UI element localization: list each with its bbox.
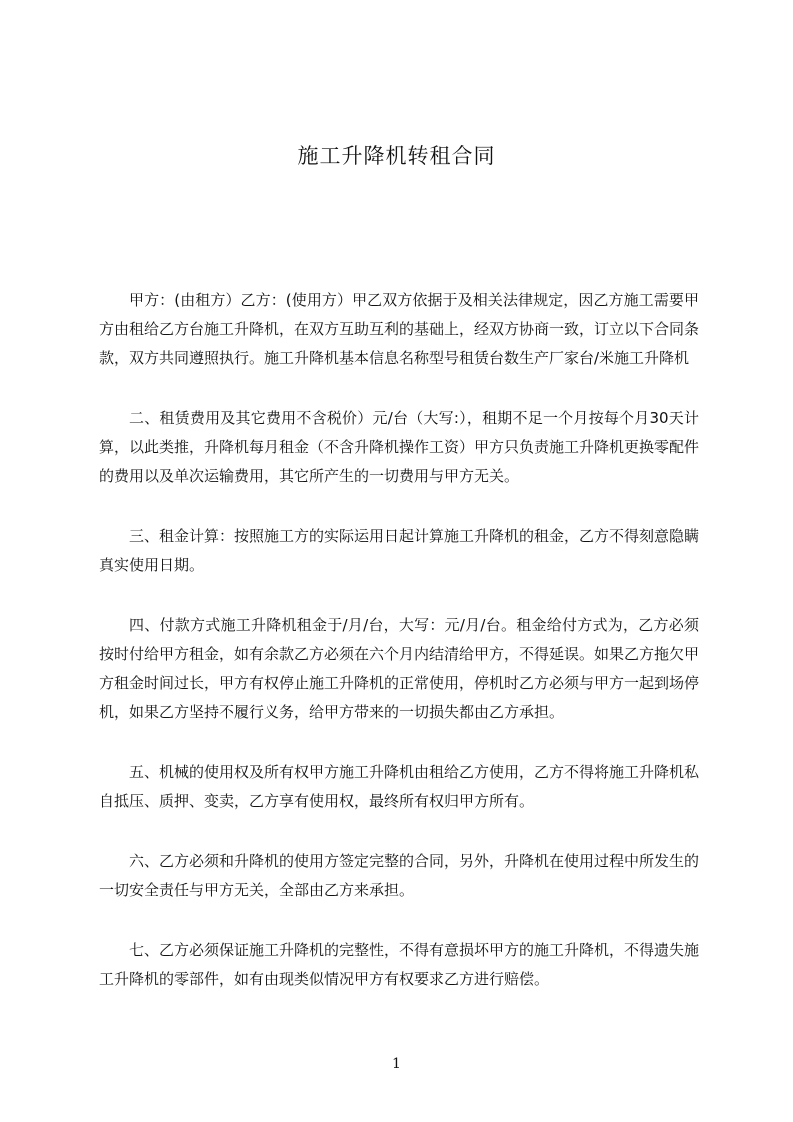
paragraph-intro: 甲方：(由租方）乙方：(使用方）甲乙双方依据于及相关法律规定，因乙方施工需要甲方由租给乙方台施工升降机，在双方互助互利的基础上，经双方协商一致，订立以下合同条款，双方共同遵照执行。施工升降机基本信息名称型号租赁台数生产厂家台/米施工升降机 xyxy=(99,291,700,367)
page-number: 1 xyxy=(392,1056,401,1072)
paragraph-rental-fees: 二、租赁费用及其它费用不含税价）元/台（大写:），租期不足一个月按每个月30天计算，以此类推，升降机每月租金（不含升降机操作工资）甲方只负责施工升降机更换零配件的费用以及单次运输费用，其它所产生的一切费用与甲方无关。 xyxy=(99,409,700,485)
paragraph-equipment-integrity: 七、乙方必须保证施工升降机的完整性，不得有意损坏甲方的施工升降机，不得遗失施工升降机的零部件，如有由现类似情况甲方有权要求乙方进行赔偿。 xyxy=(99,941,700,988)
page-title: 施工升降机转租合同 xyxy=(297,144,496,168)
paragraph-ownership: 五、机械的使用权及所有权甲方施工升降机由租给乙方使用，乙方不得将施工升降机私自抵压、质押、变卖，乙方享有使用权，最终所有权归甲方所有。 xyxy=(99,763,700,810)
paragraph-safety-responsibility: 六、乙方必须和升降机的使用方签定完整的合同，另外，升降机在使用过程中所发生的一切安全责任与甲方无关，全部由乙方来承担。 xyxy=(99,852,700,899)
paragraph-rent-calculation: 三、租金计算：按照施工方的实际运用日起计算施工升降机的租金，乙方不得刻意隐瞒真实使用日期。 xyxy=(99,527,700,574)
contract-body xyxy=(99,286,699,1025)
paragraph-payment-method: 四、付款方式施工升降机租金于/月/台，大写：元/月/台。租金给付方式为，乙方必须按时付给甲方租金，如有余款乙方必须在六个月内结清给甲方，不得延误。如果乙方拖欠甲方租金时间过长，甲方有权停止施工升降机的正常使用，停机时乙方必须与甲方一起到场停机，如果乙方坚持不履行义务，给甲方带来的一切损失都由乙方承担。 xyxy=(99,616,700,721)
